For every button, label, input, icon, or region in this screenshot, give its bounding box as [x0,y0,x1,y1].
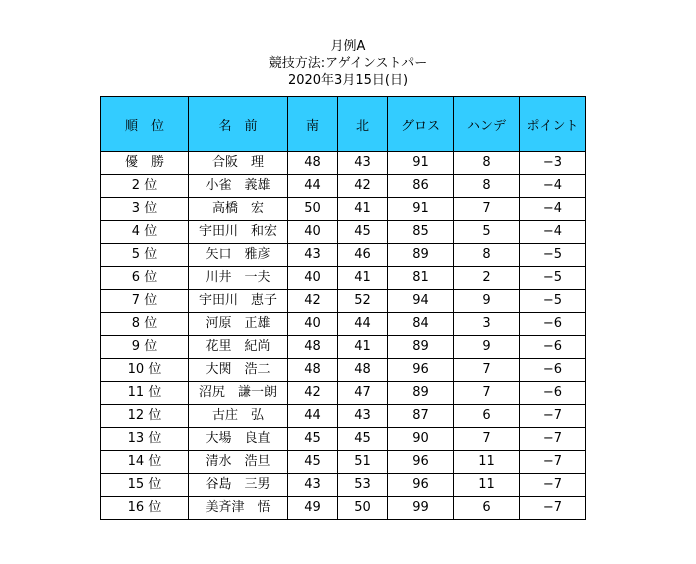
rank-cell: 15 位 [101,474,189,497]
south-score-cell: 44 [288,175,338,198]
handicap-cell: 3 [454,313,520,336]
rank-cell: 8 位 [101,313,189,336]
gross-score-cell: 89 [388,382,454,405]
rank-cell: 9 位 [101,336,189,359]
handicap-cell: 7 [454,428,520,451]
table-row [101,290,586,313]
name-cell: 谷島 三男 [189,474,288,497]
points-cell: −5 [520,267,586,290]
north-score-cell: 53 [338,474,388,497]
gross-score-cell: 86 [388,175,454,198]
points-cell: −3 [520,152,586,175]
name-cell: 清水 浩旦 [189,451,288,474]
gross-score-cell: 89 [388,336,454,359]
event-date: 2020年3月15日(日) [287,73,409,88]
gross-score-cell: 99 [388,497,454,520]
handicap-cell: 7 [454,382,520,405]
points-cell: −7 [520,428,586,451]
handicap-cell: 6 [454,497,520,520]
south-score-cell: 43 [288,474,338,497]
north-score-cell: 43 [338,152,388,175]
north-score-cell: 52 [338,290,388,313]
north-score-cell: 45 [338,221,388,244]
points-cell: −6 [520,382,586,405]
name-cell: 矢口 雅彦 [189,244,288,267]
name-cell: 小雀 義雄 [189,175,288,198]
rank-cell: 12 位 [101,405,189,428]
column-header-points: ポイント [520,97,586,152]
table-row [101,428,586,451]
rank-cell: 優 勝 [101,152,189,175]
north-score-cell: 43 [338,405,388,428]
points-cell: −5 [520,244,586,267]
table-row [101,382,586,405]
north-score-cell: 46 [338,244,388,267]
points-cell: −7 [520,405,586,428]
south-score-cell: 40 [288,221,338,244]
rank-cell: 16 位 [101,497,189,520]
table-header-row [101,97,586,152]
table-row [101,451,586,474]
gross-score-cell: 91 [388,152,454,175]
gross-score-cell: 84 [388,313,454,336]
points-cell: −6 [520,313,586,336]
rank-cell: 5 位 [101,244,189,267]
name-cell: 宇田川 恵子 [189,290,288,313]
points-cell: −4 [520,198,586,221]
south-score-cell: 40 [288,313,338,336]
points-cell: −7 [520,474,586,497]
points-cell: −4 [520,175,586,198]
results-table [100,96,586,520]
name-cell: 合阪 理 [189,152,288,175]
title-block [0,38,696,89]
south-score-cell: 50 [288,198,338,221]
name-cell: 河原 正雄 [189,313,288,336]
points-cell: −7 [520,497,586,520]
handicap-cell: 11 [454,451,520,474]
column-header-handicap: ハンデ [454,97,520,152]
north-score-cell: 45 [338,428,388,451]
handicap-cell: 2 [454,267,520,290]
gross-score-cell: 91 [388,198,454,221]
south-score-cell: 45 [288,451,338,474]
gross-score-cell: 96 [388,451,454,474]
handicap-cell: 11 [454,474,520,497]
north-score-cell: 48 [338,359,388,382]
handicap-cell: 8 [454,175,520,198]
rank-cell: 14 位 [101,451,189,474]
south-score-cell: 49 [288,497,338,520]
column-header-north: 北 [338,97,388,152]
south-score-cell: 45 [288,428,338,451]
gross-score-cell: 96 [388,474,454,497]
table-row [101,359,586,382]
table-row [101,497,586,520]
column-header-name: 名 前 [189,97,288,152]
north-score-cell: 41 [338,336,388,359]
gross-score-cell: 94 [388,290,454,313]
south-score-cell: 44 [288,405,338,428]
handicap-cell: 9 [454,290,520,313]
table-row [101,175,586,198]
table-row [101,152,586,175]
rank-cell: 11 位 [101,382,189,405]
competition-method: 競技方法:アゲインストパー [268,56,428,71]
north-score-cell: 41 [338,267,388,290]
rank-cell: 13 位 [101,428,189,451]
north-score-cell: 50 [338,497,388,520]
handicap-cell: 8 [454,244,520,267]
gross-score-cell: 96 [388,359,454,382]
points-cell: −5 [520,290,586,313]
handicap-cell: 6 [454,405,520,428]
south-score-cell: 48 [288,336,338,359]
north-score-cell: 44 [338,313,388,336]
gross-score-cell: 89 [388,244,454,267]
table-row [101,198,586,221]
handicap-cell: 7 [454,359,520,382]
table-row [101,474,586,497]
results-body [101,152,586,520]
name-cell: 美斉津 悟 [189,497,288,520]
name-cell: 古庄 弘 [189,405,288,428]
north-score-cell: 47 [338,382,388,405]
name-cell: 大場 良直 [189,428,288,451]
table-row [101,221,586,244]
gross-score-cell: 81 [388,267,454,290]
rank-cell: 2 位 [101,175,189,198]
south-score-cell: 43 [288,244,338,267]
gross-score-cell: 87 [388,405,454,428]
table-row [101,405,586,428]
name-cell: 沼尻 謙一朗 [189,382,288,405]
rank-cell: 10 位 [101,359,189,382]
north-score-cell: 42 [338,175,388,198]
column-header-rank: 順 位 [101,97,189,152]
rank-cell: 6 位 [101,267,189,290]
name-cell: 宇田川 和宏 [189,221,288,244]
north-score-cell: 41 [338,198,388,221]
south-score-cell: 48 [288,359,338,382]
name-cell: 花里 紀尚 [189,336,288,359]
gross-score-cell: 90 [388,428,454,451]
points-cell: −4 [520,221,586,244]
rank-cell: 3 位 [101,198,189,221]
table-row [101,267,586,290]
rank-cell: 4 位 [101,221,189,244]
table-row [101,313,586,336]
handicap-cell: 8 [454,152,520,175]
column-header-gross: グロス [388,97,454,152]
handicap-cell: 7 [454,198,520,221]
name-cell: 高橋 宏 [189,198,288,221]
south-score-cell: 42 [288,290,338,313]
rank-cell: 7 位 [101,290,189,313]
handicap-cell: 9 [454,336,520,359]
table-row [101,244,586,267]
column-header-south: 南 [288,97,338,152]
gross-score-cell: 85 [388,221,454,244]
table-row [101,336,586,359]
points-cell: −6 [520,336,586,359]
name-cell: 大関 浩二 [189,359,288,382]
points-cell: −7 [520,451,586,474]
north-score-cell: 51 [338,451,388,474]
handicap-cell: 5 [454,221,520,244]
south-score-cell: 40 [288,267,338,290]
page-title: 月例A [330,39,366,54]
south-score-cell: 48 [288,152,338,175]
south-score-cell: 42 [288,382,338,405]
points-cell: −6 [520,359,586,382]
name-cell: 川井 一夫 [189,267,288,290]
